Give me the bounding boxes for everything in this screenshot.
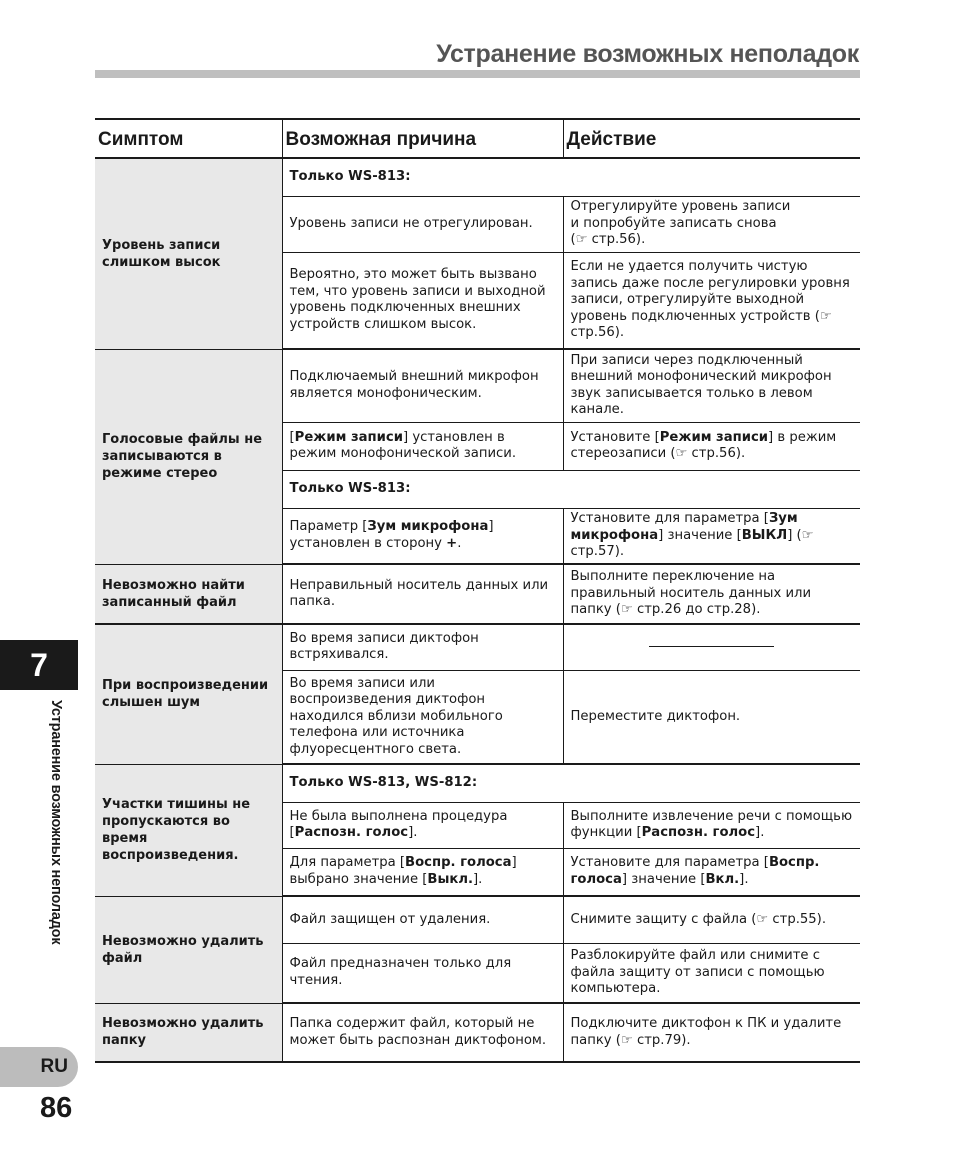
cause-cell: Во время записи диктофон встряхивался.	[282, 624, 563, 670]
title-rule	[95, 70, 860, 78]
chapter-side-label: Устранение возможных неполадок	[48, 700, 64, 945]
cause-cell: Во время записи или воспроизведения диктофон находился вблизи мобильного телефона или источника флуоресцентного света.	[282, 670, 563, 764]
table-row	[95, 896, 860, 943]
table-header-row	[95, 119, 860, 158]
table-row	[95, 764, 860, 802]
symptom-cell: При воспроизведении слышен шум	[95, 624, 282, 764]
model-note: Только WS-813:	[282, 158, 860, 196]
cause-cell: [Режим записи] установлен в режим монофонической записи.	[282, 422, 563, 470]
model-note: Только WS-813:	[282, 470, 860, 508]
cause-cell: Папка содержит файл, который не может быть распознан диктофоном.	[282, 1003, 563, 1062]
table-row	[95, 349, 860, 422]
action-cell: Установите для параметра [Воспр. голоса] значение [Вкл.].	[563, 848, 860, 896]
table-row	[95, 624, 860, 670]
cause-cell: Для параметра [Воспр. голоса] выбрано значение [Выкл.].	[282, 848, 563, 896]
page-title: Устранение возможных неполадок	[436, 40, 859, 68]
cause-cell: Файл защищен от удаления.	[282, 896, 563, 943]
action-line: (☞ стр.56).	[570, 232, 646, 248]
symptom-cell: Невозможно удалить файл	[95, 896, 282, 1003]
symptom-cell: Участки тишины не пропускаются во время воспроизведения.	[95, 764, 282, 896]
action-line: и попробуйте записать снова	[570, 215, 777, 231]
table-row	[95, 158, 860, 196]
troubleshooting-table	[95, 118, 860, 1063]
cause-cell: Вероятно, это может быть вызвано тем, что уровень записи и выходной уровень подключенных внешних устройств слишком высок.	[282, 252, 563, 349]
cause-cell: Параметр [Зум микрофона] установлен в сторону +.	[282, 508, 563, 564]
action-cell: Разблокируйте файл или снимите с файла защиту от записи с помощью компьютера.	[563, 943, 860, 1003]
action-cell: Установите [Режим записи] в режим стереозаписи (☞ стр.56).	[563, 422, 860, 470]
action-cell: Переместите диктофон.	[563, 670, 860, 764]
action-cell: При записи через подключенный внешний монофонический микрофон звук записывается только в левом канале.	[563, 349, 860, 422]
action-cell	[563, 624, 860, 670]
symptom-cell: Невозможно найти записанный файл	[95, 564, 282, 624]
header-symptom: Симптом	[95, 119, 282, 158]
cause-cell: Подключаемый внешний микрофон является монофоническим.	[282, 349, 563, 422]
chapter-tab: 7	[0, 640, 78, 690]
cause-cell: Файл предназначен только для чтения.	[282, 943, 563, 1003]
symptom-cell: Уровень записи слишком высок	[95, 158, 282, 349]
action-line: Отрегулируйте уровень записи	[570, 199, 791, 215]
table-row	[95, 564, 860, 624]
action-cell: Выполните извлечение речи с помощью функции [Распозн. голос].	[563, 802, 860, 848]
cause-cell: Уровень записи не отрегулирован.	[282, 196, 563, 252]
action-cell: Установите для параметра [Зум микрофона] значение [ВЫКЛ] (☞ стр.57).	[563, 508, 860, 564]
language-tab: RU	[0, 1047, 78, 1087]
action-cell: Подключите диктофон к ПК и удалите папку (☞ стр.79).	[563, 1003, 860, 1062]
cause-cell: Неправильный носитель данных или папка.	[282, 564, 563, 624]
action-cell: Снимите защиту с файла (☞ стр.55).	[563, 896, 860, 943]
page-number: 86	[40, 1092, 73, 1124]
cause-cell: Не была выполнена процедура [Распозн. голос].	[282, 802, 563, 848]
symptom-cell: Невозможно удалить папку	[95, 1003, 282, 1062]
header-cause: Возможная причина	[282, 119, 563, 158]
action-cell: Выполните переключение на правильный носитель данных или папку (☞ стр.26 до стр.28).	[563, 564, 860, 624]
empty-dash	[649, 646, 774, 647]
table-row	[95, 1003, 860, 1062]
action-cell	[563, 196, 860, 252]
model-note: Только WS-813, WS-812:	[282, 764, 860, 802]
action-cell: Если не удается получить чистую запись даже после регулировки уровня записи, отрегулируйте выходной уровень подключенных устройств (☞ стр.56).	[563, 252, 860, 349]
header-action: Действие	[563, 119, 860, 158]
symptom-cell: Голосовые файлы не записываются в режиме стерео	[95, 349, 282, 564]
